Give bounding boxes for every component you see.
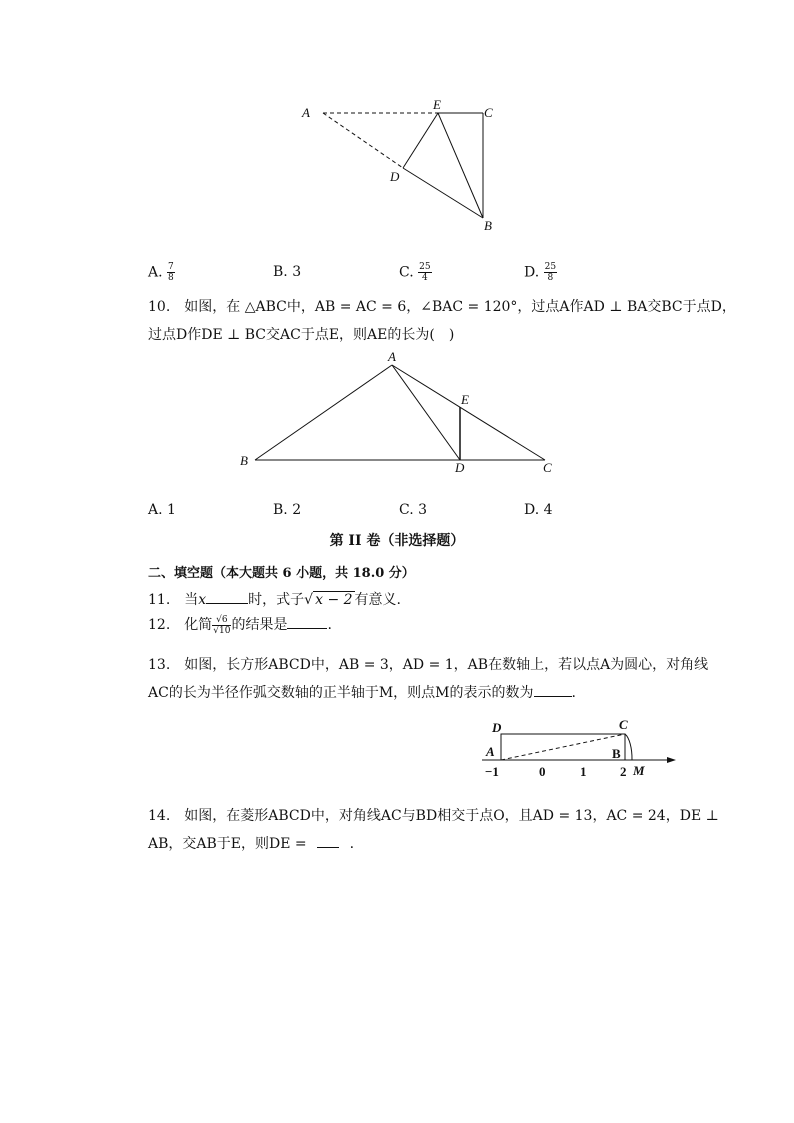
fraction: $\frac{25}{4}$ <box>419 262 431 283</box>
q12-fraction: $\frac{√6}{√10}$ <box>213 614 231 636</box>
q14-line1: 14. 如图，在菱形ABCD中，对角线AC与BD相交于点O，且AD = 13，AC = 24，DE ⊥ <box>148 808 719 824</box>
option-value: 4 <box>543 502 553 518</box>
q12-answer-blank[interactable] <box>287 615 327 629</box>
q9-option-c[interactable] <box>399 262 432 283</box>
label-B: B <box>484 218 492 233</box>
arc-CM <box>625 734 632 760</box>
q10-option-a[interactable] <box>148 502 176 518</box>
q10-option-b[interactable] <box>273 502 301 518</box>
q11-mid: 时，式子 <box>248 592 305 608</box>
option-letter: C. <box>399 264 414 281</box>
label-A: A <box>302 105 310 120</box>
q13-line2 <box>148 682 576 702</box>
segment-BA <box>255 365 392 460</box>
label-D: D <box>390 169 400 184</box>
q12 <box>148 614 332 636</box>
q11-post: 有意义. <box>354 592 401 608</box>
label-M: M <box>633 763 645 778</box>
q13-line1: 13. 如图，长方形ABCD中，AB = 3，AD = 1，AB在数轴上，若以点A为圆心，对角线 <box>148 657 709 673</box>
option-letter: A. <box>148 264 163 281</box>
q12-post: 的结果是 <box>231 617 288 633</box>
q9-option-d[interactable] <box>524 262 557 283</box>
q14-end: . <box>349 836 355 852</box>
figure-q13 <box>478 712 680 782</box>
q12-pre: 12. 化简 <box>148 617 213 633</box>
fraction: $\frac{25}{8}$ <box>544 262 557 283</box>
label-E: E <box>461 392 469 407</box>
tick-label: −1 <box>485 764 499 779</box>
q10-line1: 10. 如图，在 △ABC中，AB = AC = 6，∠BAC = 120°，过点A作AD ⊥ BA交BC于点D， <box>148 299 736 315</box>
diagonal-AC-dashed <box>501 734 625 760</box>
q13-answer-blank[interactable] <box>534 683 572 697</box>
option-letter: C. <box>399 502 414 518</box>
label-B: B <box>240 453 248 468</box>
option-letter: B. <box>273 502 288 518</box>
q14-line2 <box>148 833 354 853</box>
tick-label: 0 <box>539 764 546 779</box>
figure-q10 <box>230 345 570 480</box>
option-value: 1 <box>167 502 176 518</box>
segment-DB <box>403 168 483 218</box>
label-B: B <box>612 746 621 761</box>
option-letter: D. <box>524 264 540 281</box>
q9-option-a[interactable] <box>148 262 175 283</box>
tick-label: 2 <box>620 764 627 779</box>
q10-option-c[interactable] <box>399 502 427 518</box>
part2-title: 第 II 卷（非选择题） <box>329 533 465 549</box>
option-value: 2 <box>292 502 302 518</box>
label-E: E <box>433 97 441 112</box>
label-D: D <box>455 460 465 475</box>
q13-line2-text: AC的长为半径作弧交数轴的正半轴于M，则点M的表示的数为 <box>148 685 534 701</box>
label-A: A <box>388 349 396 364</box>
label-C: C <box>484 105 493 120</box>
q11-answer-blank[interactable] <box>206 590 248 604</box>
segment-EB <box>438 113 483 218</box>
tick-label: 1 <box>580 764 587 779</box>
q12-end: . <box>327 617 332 633</box>
segment-ED <box>403 113 438 168</box>
option-letter: D. <box>524 502 540 518</box>
option-letter: B. <box>273 264 288 280</box>
q10-line2: 过点D作DE ⊥ BC交AC于点E，则AE的长为( ) <box>148 327 455 343</box>
q11-pre: 11. 当 <box>148 592 199 608</box>
section2-heading: 二、填空题（本大题共 6 小题，共 18.0 分） <box>148 566 415 581</box>
segment-AD <box>392 365 460 460</box>
q11: 11. 当x 时，式子√ x − 2 有意义. <box>148 592 401 608</box>
q10-option-d[interactable] <box>524 502 553 518</box>
fraction: $\frac{7}{8}$ <box>168 262 174 283</box>
segment-AC <box>392 365 545 460</box>
q11-radicand: x − 2 <box>315 592 353 608</box>
axis-arrow <box>667 757 676 763</box>
option-letter: A. <box>148 502 163 518</box>
segment-AD-dashed <box>323 113 403 168</box>
label-D: D <box>492 720 502 735</box>
label-C: C <box>543 460 552 475</box>
label-A: A <box>486 744 495 759</box>
q11-var: x <box>198 592 207 608</box>
q14-line2-text: AB，交AB于E，则DE = <box>148 836 307 852</box>
q14-answer-blank[interactable] <box>317 834 339 848</box>
q13-end: . <box>571 685 576 701</box>
option-value: 3 <box>418 502 428 518</box>
option-value: 3 <box>292 264 302 280</box>
label-C: C <box>619 717 628 732</box>
figure-q9 <box>290 95 510 240</box>
q9-option-b[interactable] <box>273 264 301 280</box>
